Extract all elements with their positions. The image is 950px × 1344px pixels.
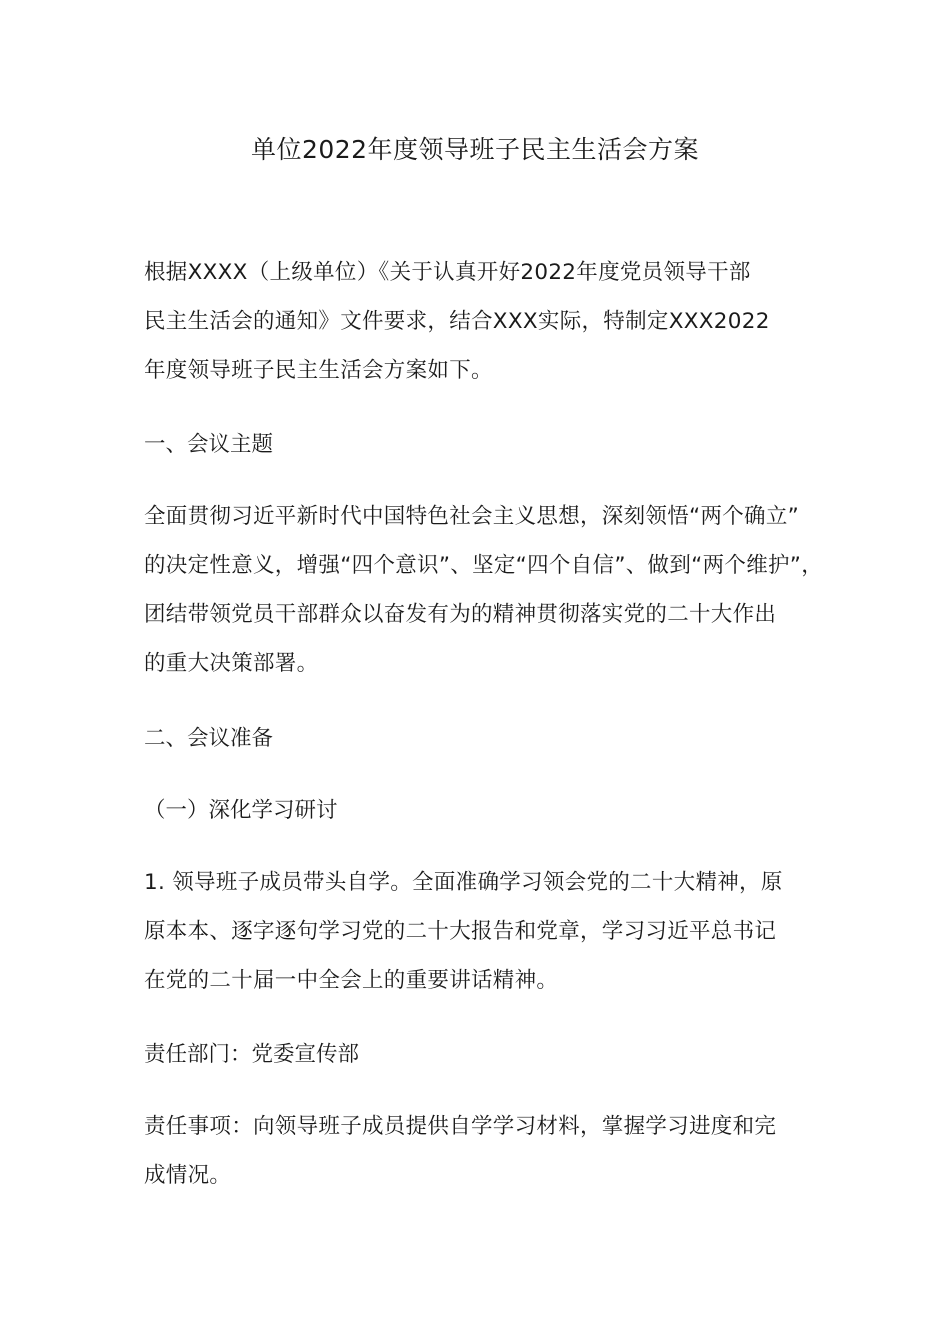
- intro-line-2: 民主生活会的通知》文件要求，结合XXX实际，特制定XXX2022: [144, 309, 770, 334]
- intro-paragraph: [144, 248, 814, 395]
- section1-line-1: 全面贯彻习近平新时代中国特色社会主义思想，深刻领悟“两个确立”: [144, 504, 800, 529]
- responsible-items-line-2: 成情况。: [144, 1163, 232, 1188]
- section1-line-2: 的决定性意义，增强“四个意识”、坚定“四个自信”、做到“两个维护”，: [144, 553, 824, 578]
- responsible-items-line-1: 责任事项：向领导班子成员提供自学学习材料，掌握学习进度和完: [144, 1114, 777, 1139]
- item1-line-3: 在党的二十届一中全会上的重要讲话精神。: [144, 968, 559, 993]
- intro-line-3: 年度领导班子民主生活会方案如下。: [144, 358, 493, 383]
- document-title: 单位2022年度领导班子民主生活会方案: [250, 135, 700, 164]
- item1-paragraph: [144, 858, 814, 1005]
- responsible-items: [144, 1102, 814, 1200]
- section1-line-4: 的重大决策部署。: [144, 651, 319, 676]
- section1-line-3: 团结带领党员干部群众以奋发有为的精神贯彻落实党的二十大作出: [144, 602, 777, 627]
- section2-heading: 二、会议准备: [144, 726, 274, 751]
- intro-line-1: 根据XXXX（上级单位）《关于认真开好2022年度党员领导干部: [144, 260, 751, 285]
- item1-line-1: 1. 领导班子成员带头自学。全面准确学习领会党的二十大精神，原: [144, 870, 783, 895]
- responsible-dept: 责任部门：党委宣传部: [144, 1042, 360, 1067]
- item1-line-2: 原本本、逐字逐句学习党的二十大报告和党章，学习习近平总书记: [144, 919, 777, 944]
- subsection1-heading: （一）深化学习研讨: [144, 798, 338, 823]
- section1-body: [144, 492, 824, 688]
- section1-heading: 一、会议主题: [144, 432, 274, 457]
